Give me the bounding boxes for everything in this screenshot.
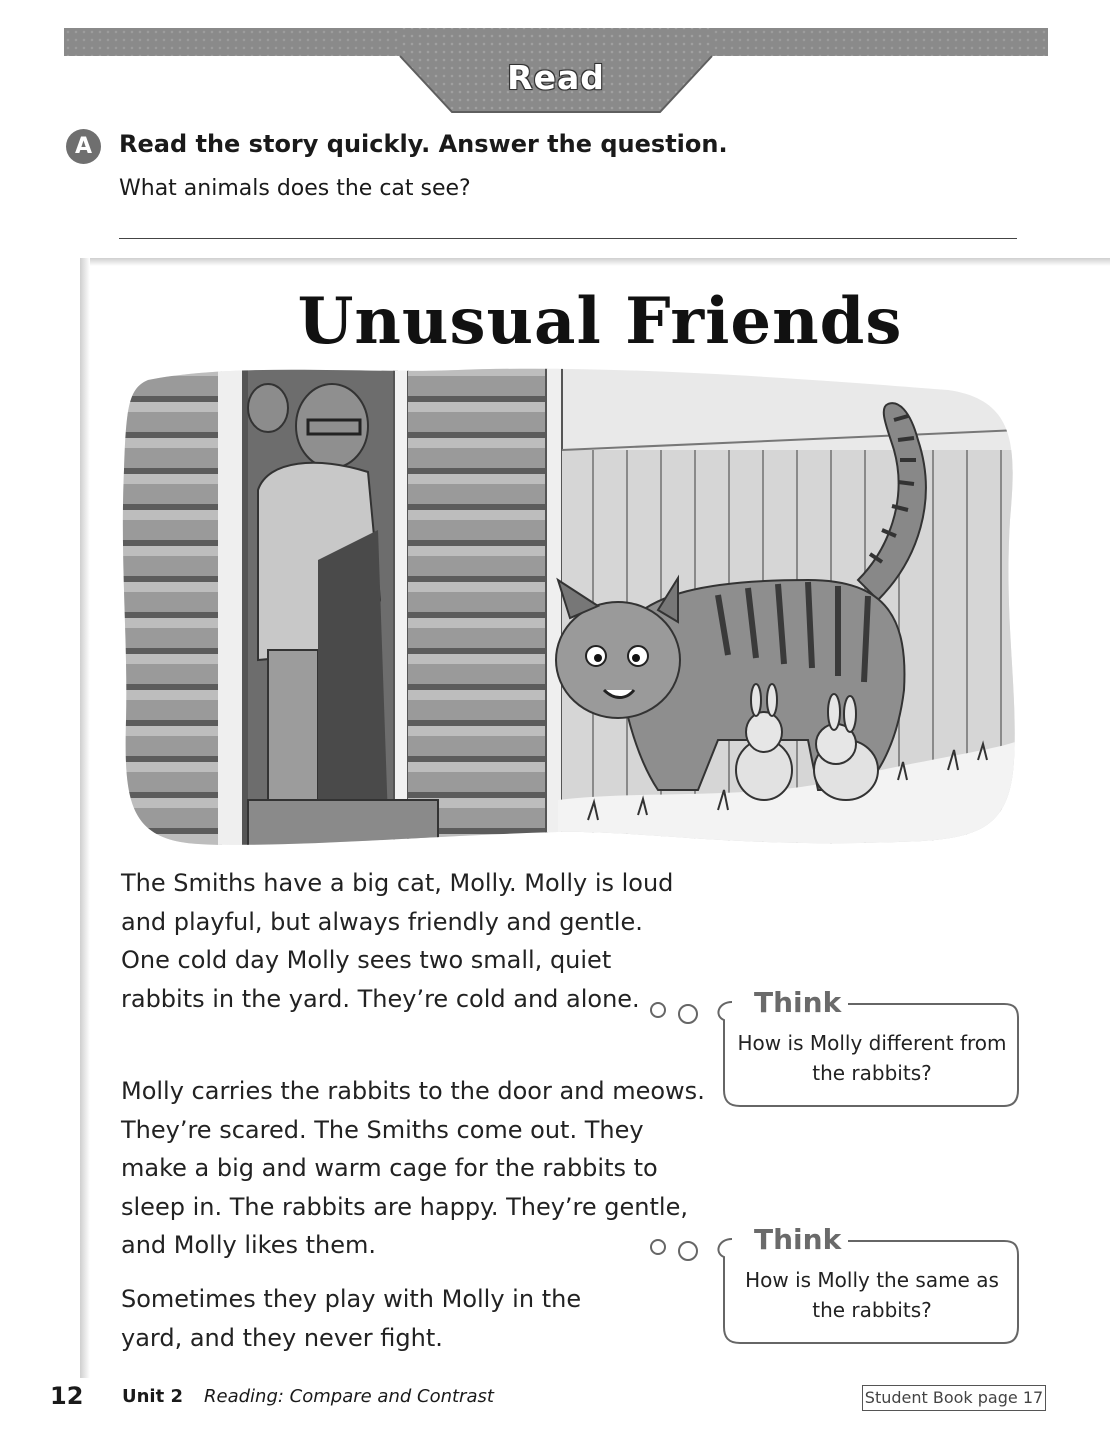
story-card-shadow-left xyxy=(80,258,90,1378)
exercise-question: What animals does the cat see? xyxy=(119,176,471,201)
page-number: 12 xyxy=(50,1382,84,1410)
answer-line[interactable] xyxy=(119,238,1017,239)
exercise-letter-badge: A xyxy=(66,129,101,164)
story-card-shadow-top xyxy=(80,258,1110,266)
unit-label: Unit 2 xyxy=(122,1386,183,1407)
think-prompt: How is Molly the same as the rabbits? xyxy=(745,1268,999,1322)
think-title: Think xyxy=(754,1223,842,1256)
exercise-instruction: Read the story quickly. Answer the question. xyxy=(119,130,728,158)
think-box xyxy=(648,1223,1020,1333)
section-label: Read xyxy=(507,58,605,97)
story-paragraph: The Smiths have a big cat, Molly. Molly is loud and playful, but always friendly and gentle. One cold day Molly sees two small, quiet rabbits in the yard. They’re cold and alone. xyxy=(121,869,674,1013)
think-box xyxy=(648,986,1020,1096)
skill-label: Reading: Compare and Contrast xyxy=(204,1386,494,1407)
story-paragraph: Sometimes they play with Molly in the yard, and they never fight. xyxy=(121,1285,582,1352)
think-prompt: How is Molly different from the rabbits? xyxy=(737,1031,1007,1085)
student-book-reference: Student Book page 17 xyxy=(862,1385,1046,1411)
story-illustration xyxy=(118,360,1020,848)
story-paragraph: Molly carries the rabbits to the door and meows. They’re scared. The Smiths come out. They make a big and warm cage for the rabbits to sleep in. The rabbits are happy. They’re gentle, and Molly likes them. xyxy=(121,1077,705,1259)
story-title: Unusual Friends xyxy=(297,284,903,359)
think-title: Think xyxy=(754,986,842,1019)
